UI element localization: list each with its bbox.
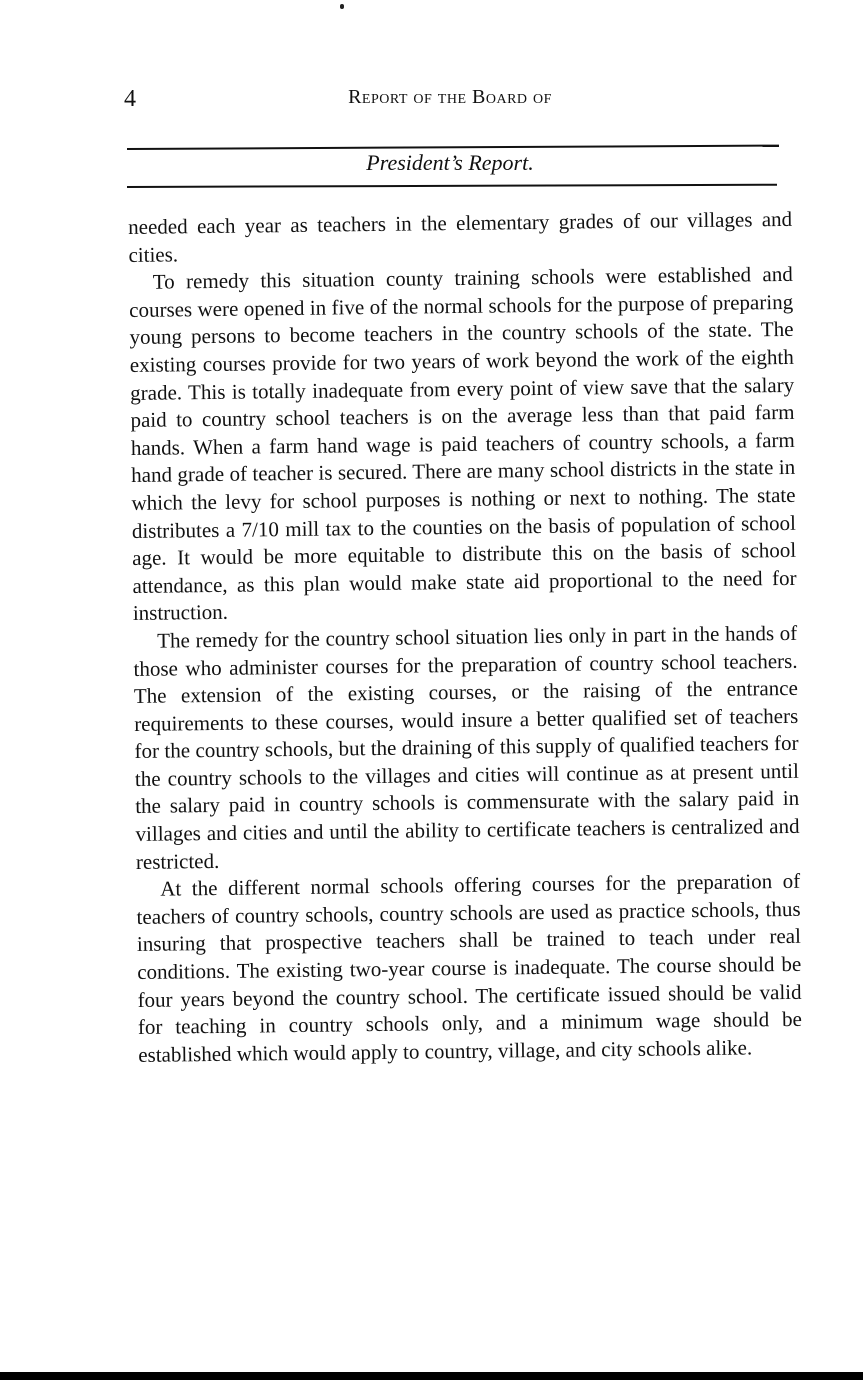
paragraph-continuation: needed each year as teachers in the elementary grades of our villages and cities. [128,206,793,267]
paragraph: At the different normal schools offering courses for the preparation of teachers of country schools, country schools are used as practice schools, thus insuring that prospective teachers shall be trained to teach under real conditions. The existing two-year course is inadequate. The course should be four years beyond the country school. The certificate issued should be valid for teaching in country schools only, and a minimum wage should be established which would apply to country, village, and city schools alike. [136,869,803,1067]
running-title: Report of the Board of [348,86,552,108]
header-rule-bottom [127,184,777,188]
paragraph: The remedy for the country school situation lies only in part in the hands of those who administer courses for the preparation of country school teachers. The extension of the existing courses, or the raising of the entrance requirements to these courses, would insure a better qualified set of teachers for the country schools, but the draining of this supply of qualified teachers for the country schools to the villages and cities will continue as at present until the salary paid in country schools is commensurate with the salary paid in villages and cities and until the ability to certificate teachers is centralized and restricted. [133,620,800,874]
scan-edge [0,1372,863,1380]
page-number: 4 [124,86,136,112]
paragraph: To remedy this situation county training schools were established and courses were opened in five of the normal schools for the purpose of preparing young persons to become teachers in the country schools of the state. The existing courses provide for two years of work beyond the work of the eighth grade. This is totally inadequate from every point of view save that the salary paid to country school teachers is on the average less than that paid farm hands. When a farm hand wage is paid teachers of country schools, a farm hand grade of teacher is secured. There are many school districts in the state in which the levy for school purposes is nothing or next to nothing. The state distributes a 7/10 mill tax to the counties on the basis of population of school age. It would be more equitable to distribute this on the basis of school attendance, as this plan would make state aid proportional to the need for instruction. [129,262,797,626]
body-text [128,206,802,1069]
section-title: President’s Report. [366,150,534,175]
print-speck [340,4,344,9]
